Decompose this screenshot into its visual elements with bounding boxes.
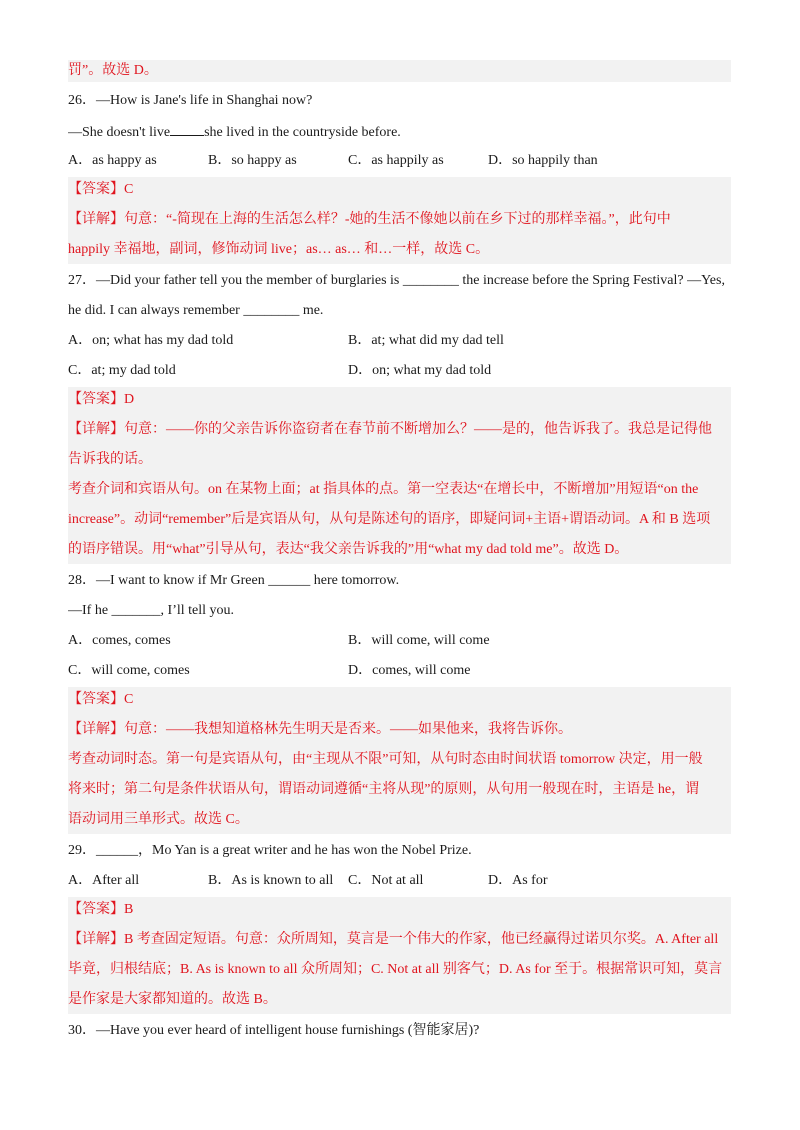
question-27-stem-line1: 27．—Did your father tell you the member of burglaries is ________ the increase before the Spring Festival? —Yes, — [68, 273, 725, 288]
answer-label: 【答案】B — [68, 902, 134, 917]
question-26-line2 — [68, 121, 730, 143]
question-28-stem-line1: 28．—I want to know if Mr Green ______ here tomorrow. — [68, 573, 400, 588]
option-a: A．on; what has my dad told — [68, 333, 234, 348]
question-27-stem-line2: he did. I can always remember ________ me. — [68, 303, 324, 318]
question-26-line2-pre: —She doesn't live — [68, 125, 171, 140]
option-a: A．as happy as — [68, 153, 157, 168]
question-26-stem: 26．—How is Jane's life in Shanghai now? — [68, 93, 313, 108]
explanation-line: 【详解】句意：“-简现在上海的生活怎么样？-她的生活不像她以前在乡下过的那样幸福。”，此句中 — [68, 212, 671, 227]
option-d: D．on; what my dad told — [348, 363, 492, 378]
option-c: C．will come, comes — [68, 663, 190, 678]
option-a: A．comes, comes — [68, 633, 171, 648]
option-d: D．As for — [488, 873, 548, 888]
explanation-line: 是作家是大家都知道的。故选 B。 — [68, 992, 277, 1007]
option-b: B．at; what did my dad tell — [348, 333, 504, 348]
explanation-line: increase”。动词“remember”后是宾语从句，从句是陈述句的语序，即疑问词+主语+谓语动词。A 和 B 选项 — [68, 512, 711, 527]
explanation-line: 【详解】句意：——你的父亲告诉你盗窃者在春节前不断增加么？——是的，他告诉我了。我总是记得他 — [68, 422, 712, 437]
explanation-line: 告诉我的话。 — [68, 452, 152, 467]
explanation-line: 语动词用三单形式。故选 C。 — [68, 812, 249, 827]
answer-label: 【答案】C — [68, 692, 134, 707]
question-29-stem: 29．______，Mo Yan is a great writer and he has won the Nobel Prize. — [68, 843, 472, 858]
question-26-line2-post: she lived in the countryside before. — [204, 125, 401, 140]
option-d: D．comes, will come — [348, 663, 471, 678]
explanation-line: 考查介词和宾语从句。on 在某物上面；at 指具体的点。第一空表达“在增长中，不断增加”用短语“on the — [68, 482, 699, 497]
option-c: C．as happily as — [348, 153, 444, 168]
answer-label: 【答案】D — [68, 392, 135, 407]
explanation-line: 【详解】句意：——我想知道格林先生明天是否来。——如果他来，我将告诉你。 — [68, 722, 572, 737]
answer-label: 【答案】C — [68, 182, 134, 197]
explanation-line: 毕竟，归根结底；B. As is known to all 众所周知；C. Not at all 别客气；D. As for 至于。根据常识可知，莫言 — [68, 962, 723, 977]
explanation-line: 【详解】B 考查固定短语。句意：众所周知，莫言是一个伟大的作家，他已经赢得过诺贝尔奖。A. After all — [68, 932, 719, 947]
question-30-stem: 30．—Have you ever heard of intelligent house furnishings (智能家居)? — [68, 1023, 480, 1038]
option-c: C．Not at all — [348, 873, 424, 888]
option-c: C．at; my dad told — [68, 363, 176, 378]
explanation-line: happily 幸福地，副词，修饰动词 live；as… as… 和…一样，故选 C。 — [68, 242, 490, 257]
answer-band — [68, 387, 731, 564]
explanation-line: 罚”。故选 D。 — [68, 63, 158, 78]
option-b: B．will come, will come — [348, 633, 490, 648]
explanation-line: 的语序错误。用“what”引导从句，表达“我父亲告诉我的”用“what my dad told me”。故选 D。 — [68, 542, 629, 557]
option-a: A．After all — [68, 873, 140, 888]
explanation-line: 考查动词时态。第一句是宾语从句，由“主现从不限”可知，从句时态由时间状语 tomorrow 决定，用一般 — [68, 752, 703, 767]
option-b: B．so happy as — [208, 153, 297, 168]
option-d: D．so happily than — [488, 153, 598, 168]
answer-blank — [170, 121, 204, 136]
option-b: B．As is known to all — [208, 873, 334, 888]
question-28-stem-line2: —If he _______, I’ll tell you. — [68, 603, 235, 618]
explanation-line: 将来时；第二句是条件状语从句，谓语动词遵循“主将从现”的原则，从句用一般现在时，主语是 he，谓 — [68, 782, 700, 797]
